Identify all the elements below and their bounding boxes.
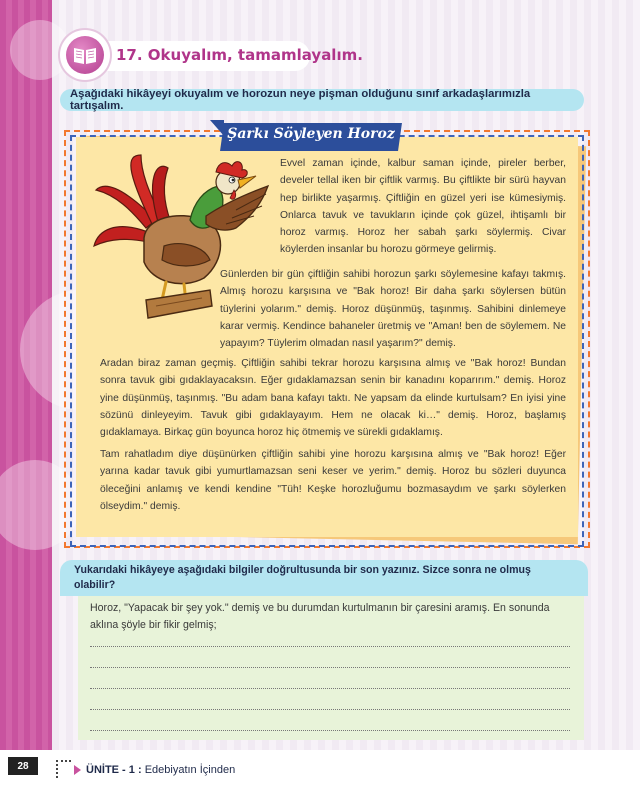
instruction-text: Aşağıdaki hikâyeyi okuyalım ve horozun neye pişman olduğunu sınıf arkadaşlarımızla tartışalım.: [70, 88, 531, 112]
answer-line[interactable]: [90, 709, 570, 710]
open-book-icon: [66, 36, 104, 74]
story-paragraph-3: Aradan biraz zaman geçmiş. Çiftliğin sahibi tekrar horozu karşısına almış ve "Bak horoz! Bundan sonra tavuk gibi gıdaklayacaksın. Eğer gıdaklamazsan senin bir kanadını koparırım." demiş. Horoz yine düşünmüş, taşınmış. "Bu adam bana kafayı taktı. Ne yapsam da elinde kurtulsam? En iyisi yine sözünü dinleyeyim. Tavuk gibi gıdaklayayım. Hem ne olacak ki…" demiş. Horoz, başlamış gıdaklamaya. Birkaç gün boyunca horoz hiç ötmemiş ve sürekli gıdaklamış.: [100, 358, 566, 439]
answer-line[interactable]: [90, 730, 570, 731]
instruction-bar: [60, 89, 584, 111]
header-badge-inner: [66, 36, 104, 74]
answer-line[interactable]: [90, 667, 570, 668]
side-decorative-band: [0, 0, 52, 800]
header-badge: [60, 30, 110, 80]
footer-dotted-corner: [56, 760, 71, 778]
story-paragraph-1: Evvel zaman içinde, kalbur saman içinde, pireler berber, develer tellal iken bir çiftlik varmış. Bu çiftlikte bir sürü hayvan hep birlikte yaşarmış. Çiftliğin en güzel yeri ise kümesiymiş. Onlarca tavuk ve tavukların içinde çok güzel, ihtişamlı bir horoz varmış. Horoz her sabah şarkı söylermiş. Civar köylerden insanlar bu horozu görmeye gelirmiş.: [280, 158, 566, 256]
footer-arrow-icon: [74, 765, 81, 775]
answer-starter-text: Horoz, "Yapacak bir şey yok." demiş ve bu durumdan kurtulmanın bir çaresini aramış. En sonunda aklına şöyle bir fikir gelmiş;: [90, 602, 550, 631]
footer-unit-label: ÜNİTE - 1 :: [86, 764, 142, 776]
footer-unit: [86, 764, 235, 776]
page-number: 28: [8, 757, 38, 775]
story-paragraph-2: Günlerden bir gün çiftliğin sahibi horozun şarkı söylemesine kafayı takmış. Almış horozu karşısına ve "Bak horoz! Bir daha şarkı söylersen bütün tüylerini yolarım." demiş. Horoz düşünmüş, taşınmış. Sahibini dinlemeye karar vermiş. Kendince bahaneler üretmiş ve "Aman! ben de söylemem. Ne yapayım? Tüylerim olmadan nasıl yaşarım?" demiş.: [220, 269, 566, 350]
story-title: Şarkı Söyleyen Horoz: [227, 126, 395, 142]
story-paragraph-4: Tam rahatladım diye düşünürken çiftliğin sahibi yine horozu karşısına almış ve "Bak horoz! Eğer yarına kadar tavuk gibi yumurtlamazsan seni keser ve yerim." demiş. Horoz bu sözleri duyunca öleceğini anlamış ve kendi kendine "Tüh! Keşke horozluğumu bozmasaydım ve şarkı söylerken ölseydim." demiş.: [100, 449, 566, 512]
question-prompt: Yukarıdaki hikâyeye aşağıdaki bilgiler doğrultusunda bir son yazınız. Sizce sonra ne olmuş olabilir?: [74, 564, 531, 591]
answer-line[interactable]: [90, 688, 570, 689]
answer-line[interactable]: [90, 646, 570, 647]
footer-unit-title: Edebiyatın İçinden: [144, 764, 236, 776]
activity-title: 17. Okuyalım, tamamlayalım.: [116, 46, 363, 64]
